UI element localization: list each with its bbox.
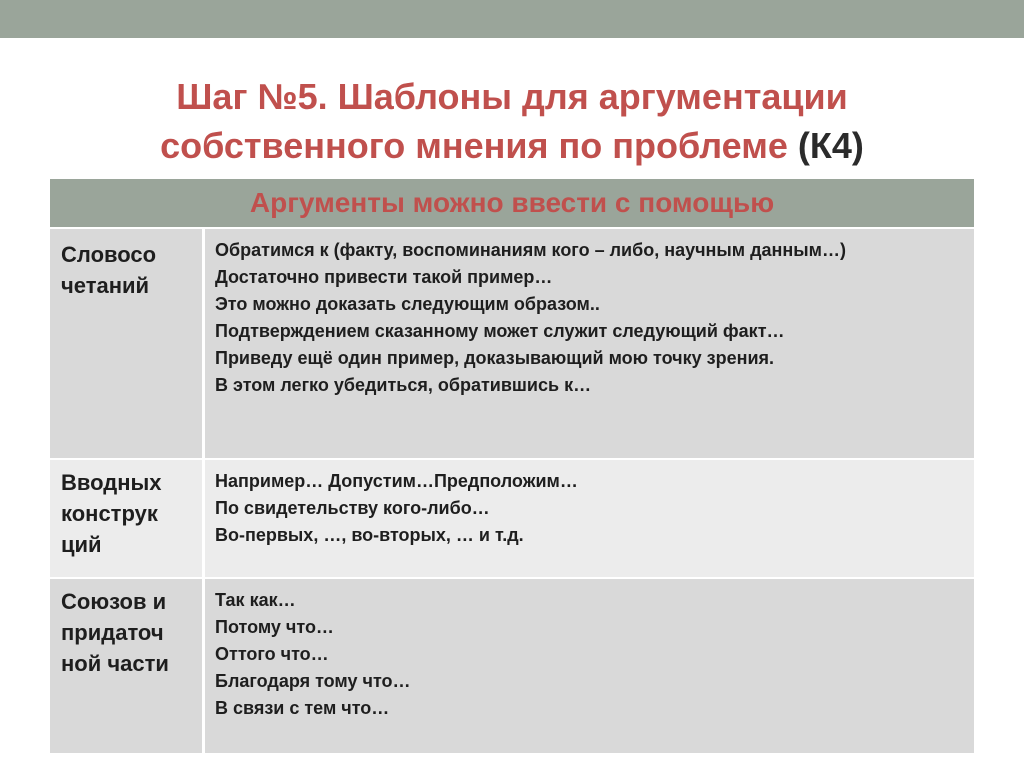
phrase-item: В связи с тем что… [215, 698, 390, 718]
table-row [50, 229, 974, 458]
top-decorative-bar [0, 0, 1024, 38]
phrase-item: Обратимся к (факту, воспоминаниям кого – либо, научным данным…) [215, 240, 846, 260]
table-row [50, 579, 974, 753]
row-label-cell [50, 579, 202, 753]
phrase-item: Это можно доказать следующим образом.. [215, 294, 600, 314]
row-label-line: Вводных [61, 470, 162, 495]
phrase-item: Например… Допустим…Предположим… [215, 471, 578, 491]
table-row [50, 460, 974, 577]
phrase-item: Благодаря тому что… [215, 671, 411, 691]
row-label-line: четаний [61, 273, 150, 298]
phrase-item: В этом легко убедиться, обратившись к… [215, 375, 592, 395]
row-content-cell [205, 229, 974, 458]
phrase-item: Подтверждением сказанному может служит следующий факт… [215, 321, 785, 341]
row-label-line: придаточ [61, 620, 164, 645]
phrase-item: Во-первых, …, во-вторых, … и т.д. [215, 525, 524, 545]
phrase-item: Приведу ещё один пример, доказывающий мою точку зрения. [215, 348, 775, 368]
row-content-cell [205, 579, 974, 753]
table-header: Аргументы можно ввести с помощью [50, 179, 974, 227]
argument-templates-table [50, 179, 974, 753]
phrase-item: Оттого что… [215, 644, 329, 664]
phrase-item: Достаточно привести такой пример… [215, 267, 553, 287]
row-label-line: Союзов и [61, 589, 167, 614]
phrase-item: Потому что… [215, 617, 334, 637]
phrase-item: По свидетельству кого-либо… [215, 498, 490, 518]
phrase-item: Так как… [215, 590, 296, 610]
title-line-1: Шаг №5. Шаблоны для аргументации [176, 76, 848, 117]
row-label-cell [50, 229, 202, 458]
title-line-2 [40, 121, 984, 170]
title-line-2-main: собственного мнения по проблеме [160, 125, 788, 166]
slide-title [40, 72, 984, 170]
row-label-line: ной части [61, 651, 169, 676]
row-label-line: конструк [61, 501, 158, 526]
row-content-cell [205, 460, 974, 577]
row-label-line: Словосо [61, 242, 157, 267]
title-suffix: (К4) [787, 125, 864, 166]
row-label-line: ций [61, 532, 102, 557]
row-label-cell [50, 460, 202, 577]
